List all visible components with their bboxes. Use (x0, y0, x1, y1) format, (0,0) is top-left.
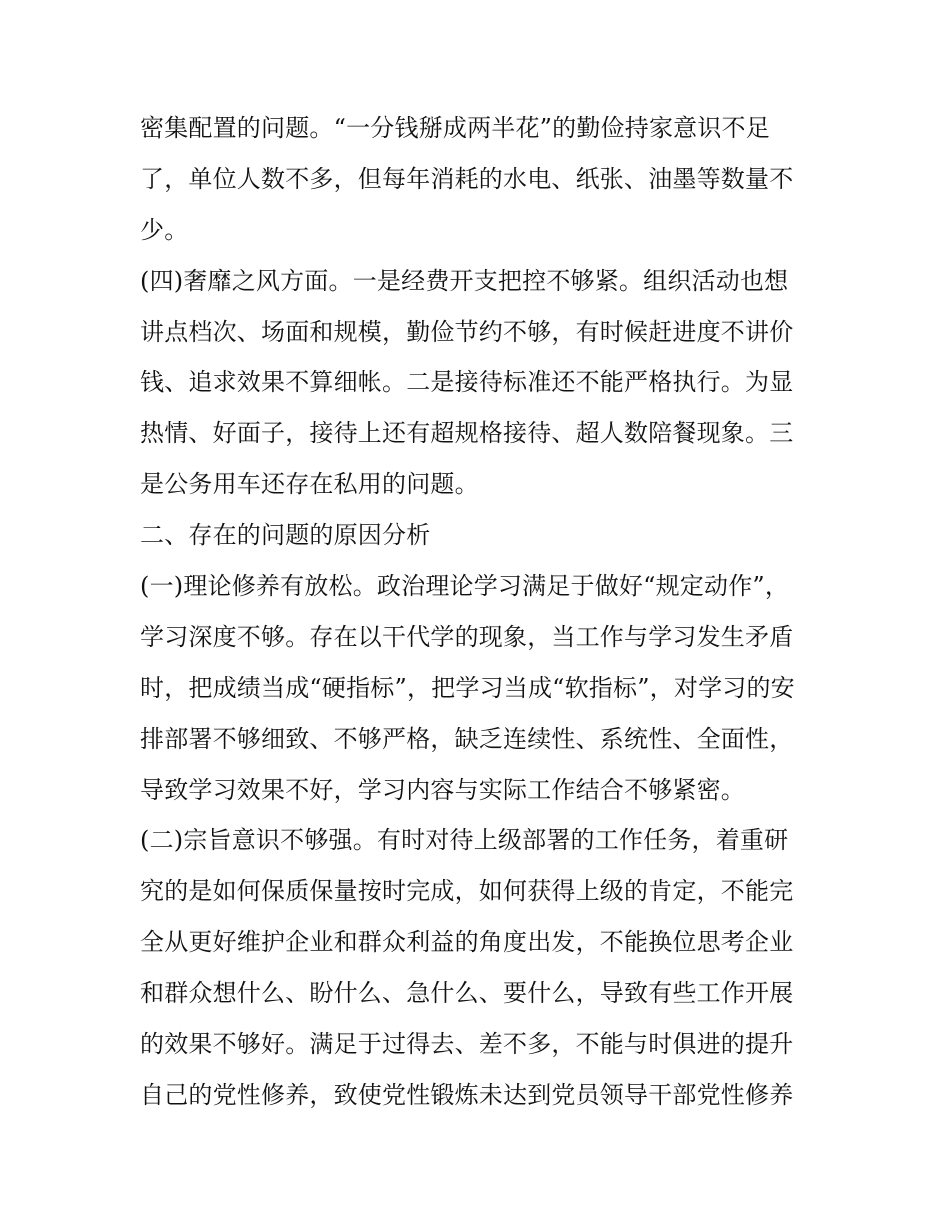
section-four-paragraph: (四)奢靡之风方面。一是经费开支把控不够紧。组织活动也想 (140, 266, 789, 295)
text-line: 的效果不够好。满足于过得去、差不多，不能与时俱进的提升 (140, 1030, 794, 1059)
subsection-one-paragraph: (一)理论修养有放松。政治理论学习满足于做好“规定动作”， (140, 572, 790, 601)
text-line: 热情、好面子，接待上还有超规格接待、超人数陪餐现象。三 (140, 419, 794, 448)
text-line: 了，单位人数不多，但每年消耗的水电、纸张、油墨等数量不 (140, 164, 794, 193)
text-line: 少。 (140, 215, 189, 244)
text-line: 钱、追求效果不算细帐。二是接待标准还不能严格执行。为显 (140, 368, 794, 397)
text-line: 时，把成绩当成“硬指标”，把学习当成“软指标”，对学习的安 (140, 673, 795, 702)
text-line: 是公务用车还存在私用的问题。 (140, 470, 479, 499)
text-line: 究的是如何保质保量按时完成，如何获得上级的肯定，不能完 (140, 877, 794, 906)
section-heading: 二、存在的问题的原因分析 (140, 521, 431, 550)
text-line: 全从更好维护企业和群众利益的角度出发，不能换位思考企业 (140, 928, 794, 957)
text-line: 排部署不够细致、不够严格，缺乏连续性、系统性、全面性， (140, 724, 794, 753)
text-line: 讲点档次、场面和规模，勤俭节约不够，有时候赶进度不讲价 (140, 317, 794, 346)
subsection-two-paragraph: (二)宗旨意识不够强。有时对待上级部署的工作任务，着重研 (140, 826, 789, 855)
text-line: 密集配置的问题。“一分钱掰成两半花”的勤俭持家意识不足 (140, 114, 770, 142)
text-line: 自己的党性修养，致使党性锻炼未达到党员领导干部党性修养 (140, 1080, 794, 1109)
document-body (140, 103, 820, 1121)
text-line: 导致学习效果不好，学习内容与实际工作结合不够紧密。 (140, 775, 745, 804)
text-line: 学习深度不够。存在以干代学的现象，当工作与学习发生矛盾 (140, 622, 794, 651)
text-line: 和群众想什么、盼什么、急什么、要什么，导致有些工作开展 (140, 979, 794, 1008)
